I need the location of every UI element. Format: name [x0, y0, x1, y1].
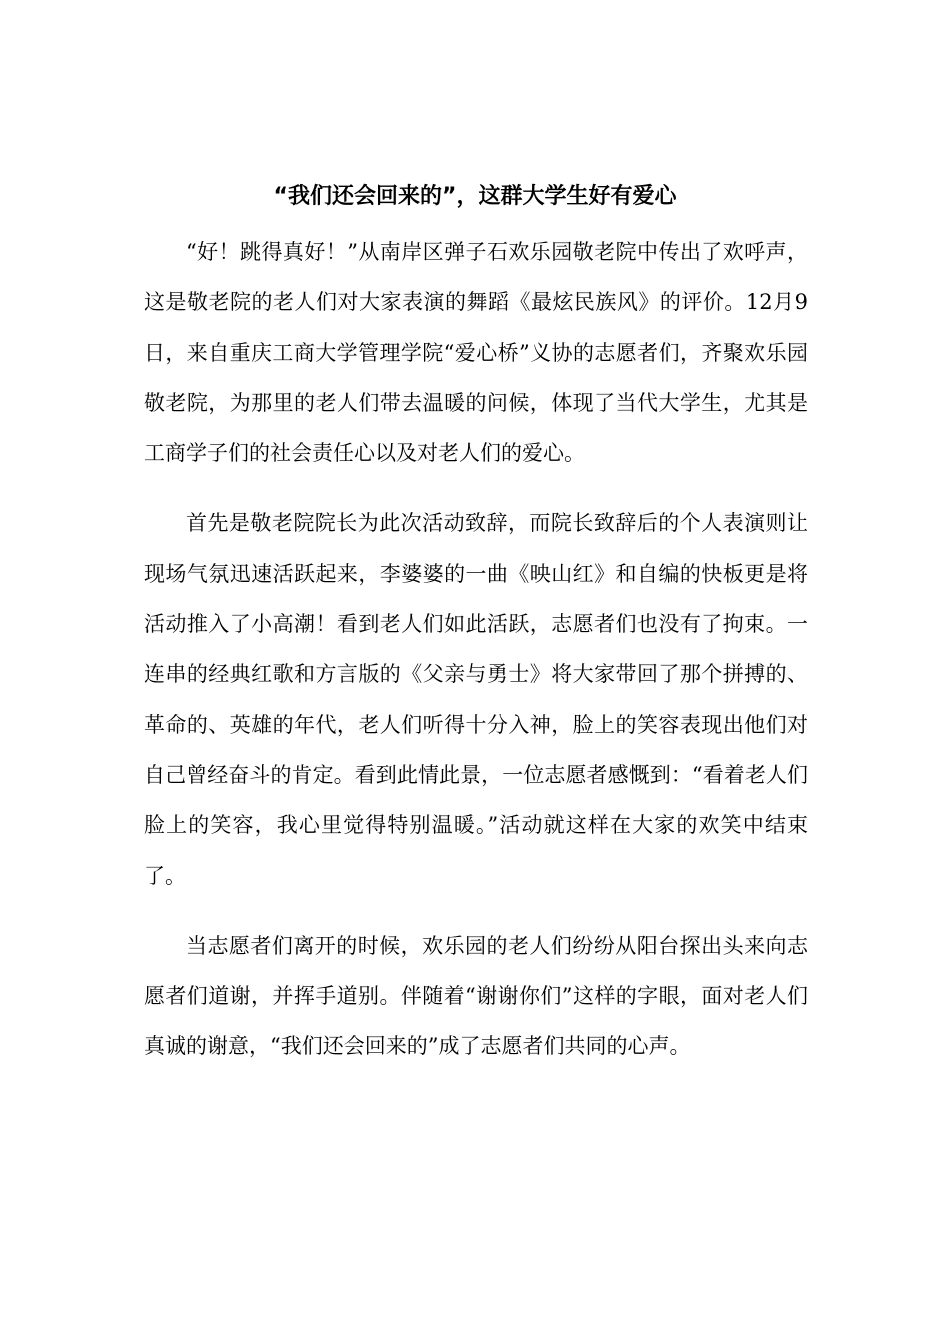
paragraph-1: “好！跳得真好！”从南岸区弹子石欢乐园敬老院中传出了欢呼声，这是敬老院的老人们对大家表演的舞蹈《最炫民族风》的评价。12月9日，来自重庆工商大学管理学院“爱心桥”义协的志愿者们，齐聚欢乐园敬老院，为那里的老人们带去温暖的问候，体现了当代大学生，尤其是工商学子们的社会责任心以及对老人们的爱心。 [144, 240, 808, 466]
paragraph-2: 首先是敬老院院长为此次活动致辞，而院长致辞后的个人表演则让现场气氛迅速活跃起来，李婆婆的一曲《映山红》和自编的快板更是将活动推入了小高潮！看到老人们如此活跃，志愿者们也没有了拘束。一连串的经典红歌和方言版的《父亲与勇士》将大家带回了那个拼搏的、革命的、英雄的年代，老人们听得十分入神，脸上的笑容表现出他们对自己曾经奋斗的肯定。看到此情此景，一位志愿者感慨到：“看着老人们脸上的笑容，我心里觉得特别温暖。”活动就这样在大家的欢笑中结束了。 [144, 511, 808, 888]
article-body [144, 227, 808, 1092]
article-title: “我们还会回来的”，这群大学生好有爱心 [273, 184, 677, 209]
paragraph-3: 当志愿者们离开的时候，欢乐园的老人们纷纷从阳台探出头来向志愿者们道谢，并挥手道别。伴随着“谢谢你们”这样的字眼，面对老人们真诚的谢意，“我们还会回来的”成了志愿者们共同的心声。 [144, 933, 808, 1059]
